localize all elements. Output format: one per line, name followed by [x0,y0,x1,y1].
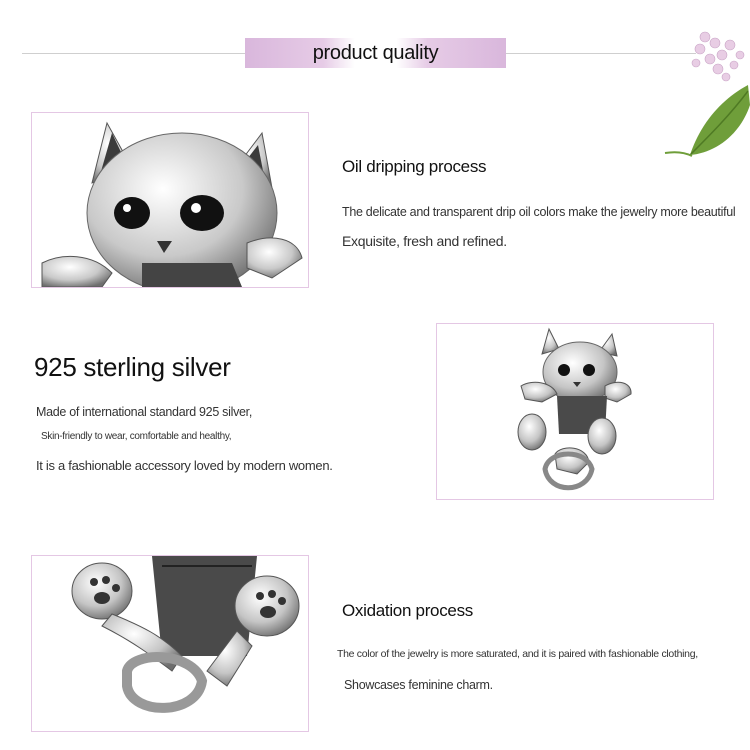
cat-head-icon [32,113,308,287]
oxidation-line-1: The color of the jewelry is more saturated, and it is paired with fashionable clothing, [337,648,698,660]
oil-dripping-line-2: Exquisite, fresh and refined. [342,233,507,249]
flower-decoration-icon [660,25,750,170]
section-title-sterling-silver: 925 sterling silver [34,352,231,382]
sterling-silver-line-2: Skin-friendly to wear, comfortable and healthy, [41,431,232,442]
sterling-silver-line-3: It is a fashionable accessory loved by modern women. [36,458,333,473]
cat-charm-full-icon [437,324,713,499]
photo-cat-full [436,323,714,500]
section-title-oil-dripping: Oil dripping process [342,157,487,176]
header-rule-left [22,53,245,54]
photo-cat-paws [31,555,309,732]
section-title-oxidation: Oxidation process [342,601,473,620]
cat-charm-paws-icon [32,556,308,731]
oil-dripping-line-1: The delicate and transparent drip oil colors make the jewelry more beautiful [342,205,736,219]
photo-cat-head [31,112,309,288]
page-title: product quality [312,42,439,64]
sterling-silver-line-1: Made of international standard 925 silver, [36,405,253,419]
oxidation-line-2: Showcases feminine charm. [344,678,493,692]
